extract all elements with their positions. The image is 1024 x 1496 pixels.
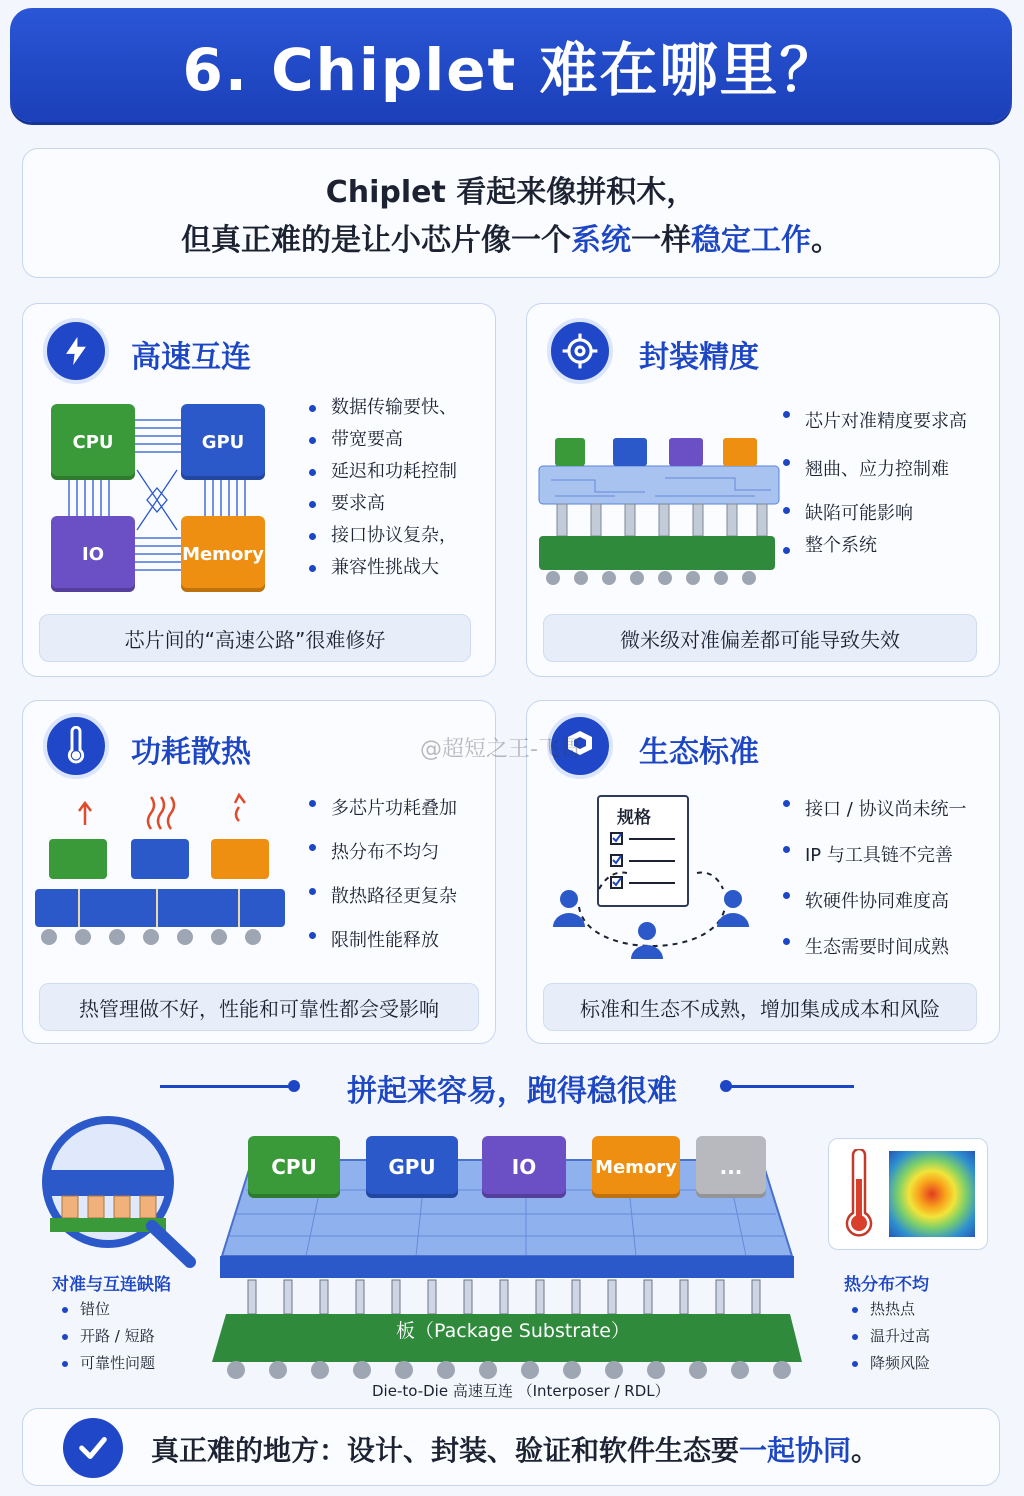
collaboration-diagram	[547, 869, 757, 969]
thermometer-icon	[43, 713, 109, 779]
card-footer: 热管理做不好，性能和可靠性都会受影响	[39, 983, 479, 1031]
bullet-item: 芯片对准精度要求高	[779, 398, 995, 446]
card-ecosystem	[526, 700, 1000, 1044]
bullet-item: 散热路径更复杂	[305, 875, 491, 919]
right-panel-item: 降频风险	[846, 1350, 930, 1377]
bullet-item: 延迟和功耗控制	[305, 456, 491, 488]
bullet-list	[305, 392, 491, 584]
card-title: 功耗散热	[131, 735, 251, 770]
left-panel-title: 对准与互连缺陷	[52, 1275, 171, 1295]
intro-text: 一样	[631, 223, 691, 258]
right-panel-item: 热热点	[846, 1296, 930, 1323]
chip-gpu: GPU	[181, 404, 265, 480]
conclusion-highlight: 一起协同	[739, 1434, 852, 1467]
thermometer-icon	[841, 1149, 877, 1241]
card-title: 高速互连	[131, 340, 251, 375]
watermark: @超短之王-飞哥	[420, 737, 582, 762]
bullet-item: 数据传输要快、	[305, 392, 491, 424]
chip-cpu: CPU	[51, 404, 135, 480]
left-panel-item: 可靠性问题	[56, 1350, 155, 1377]
card-footer: 标准和生态不成熟，增加集成成本和风险	[543, 983, 977, 1031]
spec-label: 规格	[617, 808, 651, 828]
bullet-item: 生态需要时间成熟	[779, 925, 999, 971]
packaging-diagram	[535, 432, 787, 592]
package-chip-cpu: CPU	[248, 1136, 340, 1198]
chip-memory: Memory	[181, 516, 265, 592]
package-chip-memory: Memory	[592, 1136, 680, 1198]
card-title: 生态标准	[639, 735, 759, 770]
bullet-item-cont: 带宽要高	[305, 424, 491, 456]
bullet-item-cont: 要求高	[305, 488, 491, 520]
interposer-label: Die-to-Die 高速互连 （Interposer / RDL）	[372, 1382, 670, 1400]
intro-card	[22, 148, 1000, 278]
intro-highlight-stable: 稳定工作	[691, 223, 811, 258]
bullet-item: 接口协议复杂，	[305, 520, 491, 552]
bullet-item: 限制性能释放	[305, 919, 491, 963]
card-interconnect	[22, 303, 496, 677]
right-panel-item: 温升过高	[846, 1323, 930, 1350]
target-icon	[547, 318, 613, 384]
magnifier-icon	[40, 1112, 200, 1272]
bullet-item-cont: 整个系统	[779, 534, 995, 558]
card-title: 封装精度	[639, 340, 759, 375]
intro-text: 但真正难的是让小芯片像一个	[181, 223, 571, 258]
bullet-list	[305, 787, 491, 963]
card-footer: 微米级对准偏差都可能导致失效	[543, 614, 977, 662]
right-panel-list	[846, 1296, 930, 1377]
bullet-item: IP 与工具链不完善	[779, 833, 999, 879]
lightning-icon	[43, 318, 109, 384]
thermal-diagram	[33, 791, 301, 961]
package-chip-gpu: GPU	[366, 1136, 458, 1198]
check-icon	[63, 1418, 123, 1478]
package-chip-io: IO	[482, 1136, 566, 1198]
left-panel-item: 错位	[56, 1296, 155, 1323]
substrate-label: 板（Package Substrate）	[396, 1320, 630, 1342]
card-footer: 芯片间的“高速公路”很难修好	[39, 614, 471, 662]
bullet-item: 接口 / 协议尚未统一	[779, 787, 999, 833]
title-banner	[10, 8, 1012, 122]
card-packaging	[526, 303, 1000, 677]
bullet-item: 热分布不均匀	[305, 831, 491, 875]
conclusion-text	[151, 1429, 879, 1469]
bullet-item: 软硬件协同难度高	[779, 879, 999, 925]
package-chip-more: ...	[696, 1136, 766, 1198]
page-title: 6. Chiplet 难在哪里？	[182, 36, 840, 104]
bullet-list	[779, 398, 995, 558]
intro-highlight-system: 系统	[571, 223, 631, 258]
divider-line-right	[728, 1085, 854, 1088]
left-panel-item: 开路 / 短路	[56, 1323, 155, 1350]
intro-line-1: Chiplet 看起来像拼积木，	[325, 175, 697, 210]
intro-text: 。	[811, 223, 841, 258]
left-panel-list	[56, 1296, 155, 1377]
section-title: 拼起来容易，跑得稳很难	[347, 1074, 677, 1109]
bullet-item-cont: 兼容性挑战大	[305, 552, 491, 584]
conclusion-part: 真正难的地方：设计、封装、验证和软件生态要	[151, 1434, 740, 1467]
conclusion-part: 。	[851, 1434, 880, 1467]
bullet-item: 多芯片功耗叠加	[305, 787, 491, 831]
bullet-list	[779, 787, 999, 971]
bullet-item: 翘曲、应力控制难	[779, 446, 995, 494]
heatmap-panel	[828, 1138, 988, 1250]
heatmap	[889, 1151, 975, 1237]
bullet-item: 缺陷可能影响	[779, 494, 995, 534]
chip-io: IO	[51, 516, 135, 592]
conclusion-bar	[22, 1408, 1000, 1486]
right-panel-title: 热分布不均	[844, 1275, 929, 1295]
intro-line-2	[23, 217, 999, 265]
